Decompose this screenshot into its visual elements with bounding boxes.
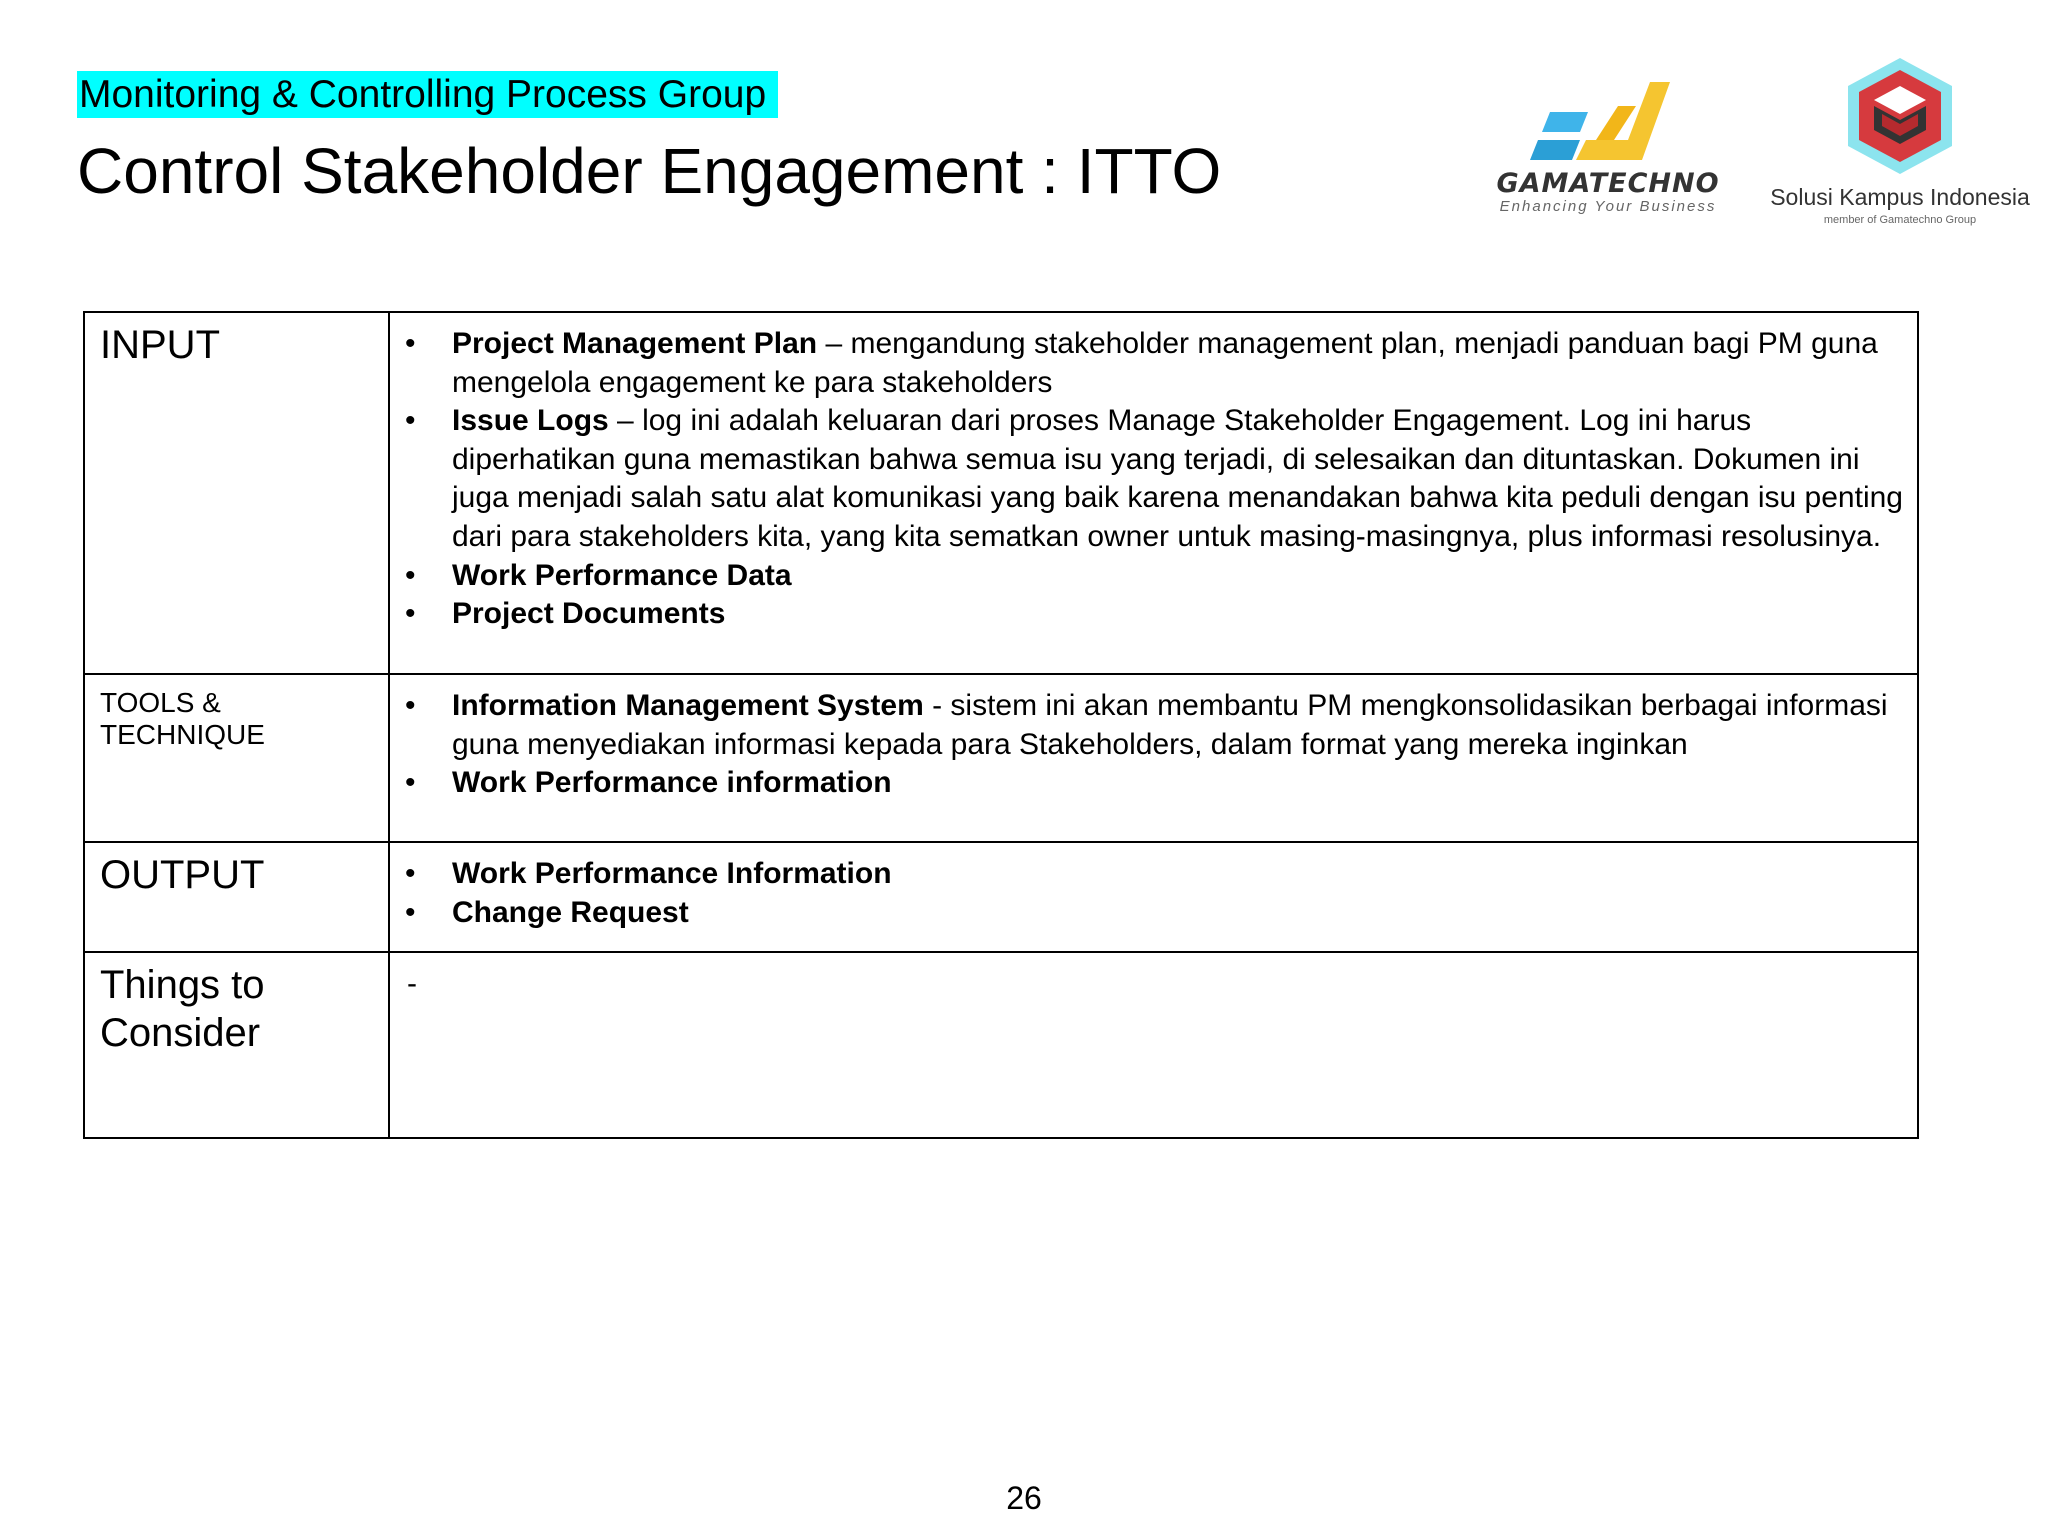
list-item: • Change Request xyxy=(405,895,689,929)
list-item: • Work Performance Data xyxy=(405,558,792,592)
row-content-cell xyxy=(389,674,1918,842)
row-label-cell xyxy=(84,674,389,842)
item-term: Information Management System xyxy=(452,689,924,722)
table-row xyxy=(84,312,1918,674)
item-term: Project Documents xyxy=(452,597,726,631)
list-item: • Project Documents xyxy=(405,597,726,631)
gamatechno-wordmark: GAMATECHNO xyxy=(1496,168,1720,199)
gamatechno-logo-icon xyxy=(1468,76,1748,168)
process-group-label: Monitoring & Controlling Process Group xyxy=(77,71,778,118)
table-row xyxy=(84,674,1918,842)
item-term: Issue Logs xyxy=(452,404,609,438)
list-item: • Project Management Plan – mengandung stakeholder management plan, menjadi panduan bagi PM guna mengelola engagement ke para stakeholders xyxy=(405,327,1878,399)
row-label-things-to-consider: Things to Consider xyxy=(100,963,265,1055)
ski-hexagon-icon xyxy=(1770,56,2030,181)
row-label-input: INPUT xyxy=(100,323,220,367)
table-row xyxy=(84,842,1918,952)
row-content-cell xyxy=(389,952,1918,1138)
row-content-cell xyxy=(389,842,1918,952)
row-label-cell xyxy=(84,952,389,1138)
item-term: Change Request xyxy=(452,895,689,929)
item-term: Work Performance information xyxy=(452,766,892,800)
item-description: - sistem ini akan membantu PM mengkonsolidasikan berbagai informasi guna menyediakan informasi kepada para Stakeholders, dalam format yang mereka inginkan xyxy=(452,689,1888,761)
row-label-output: OUTPUT xyxy=(100,853,265,897)
slide-title: Control Stakeholder Engagement : ITTO xyxy=(77,135,1222,207)
things-to-consider-content: - xyxy=(407,967,417,1000)
ski-member-text: member of Gamatechno Group xyxy=(1823,214,1977,226)
gamatechno-tagline: Enhancing Your Business xyxy=(1499,198,1717,215)
item-description: – log ini adalah keluaran dari proses Manage Stakeholder Engagement. Log ini harus diperhatikan guna memastikan bahwa semua isu yang terjadi, di selesaikan dan dituntaskan. Dokumen ini juga menjadi salah satu alat komunikasi yang baik karena menandakan bahwa kita peduli dengan isu penting dari para stakeholders kita, yang kita sematkan owner untuk masing-masingnya, plus informasi resolusinya. xyxy=(452,404,1903,553)
list-item: • Work Performance Information xyxy=(405,857,892,890)
row-label-cell xyxy=(84,842,389,952)
list-item: • Issue Logs – log ini adalah keluaran dari proses Manage Stakeholder Engagement. Log ini harus diperhatikan guna memastikan bahwa semua isu yang terjadi, di selesaikan dan dituntaskan. Dokumen ini juga menjadi salah satu alat komunikasi yang baik karena menandakan bahwa kita peduli dengan isu penting dari para stakeholders kita, yang kita sematkan owner untuk masing-masingnya, plus informasi resolusinya. xyxy=(405,404,1903,553)
input-list xyxy=(405,325,1903,634)
output-list xyxy=(405,855,1903,932)
solusi-kampus-indonesia-logo xyxy=(1770,56,2030,236)
list-item: • Information Management System - sistem ini akan membantu PM mengkonsolidasikan berbagai informasi guna menyediakan informasi kepada para Stakeholders, dalam format yang mereka inginkan xyxy=(405,689,1888,761)
ski-name: Solusi Kampus Indonesia xyxy=(1770,184,2030,210)
item-term: Project Management Plan xyxy=(452,327,818,360)
itto-table xyxy=(83,311,1919,1139)
list-item: • Work Performance information xyxy=(405,766,892,800)
gamatechno-logo xyxy=(1468,76,1748,226)
tools-list xyxy=(405,687,1903,803)
item-term: Work Performance Data xyxy=(452,558,792,592)
page-number: 26 xyxy=(1006,1480,1042,1516)
row-label-cell xyxy=(84,312,389,674)
row-content-cell xyxy=(389,312,1918,674)
table-row xyxy=(84,952,1918,1138)
row-label-tools: TOOLS & TECHNIQUE xyxy=(100,687,265,750)
item-description: – mengandung stakeholder management plan, menjadi panduan bagi PM guna mengelola engagement ke para stakeholders xyxy=(452,327,1878,399)
item-term: Work Performance Information xyxy=(452,857,892,890)
